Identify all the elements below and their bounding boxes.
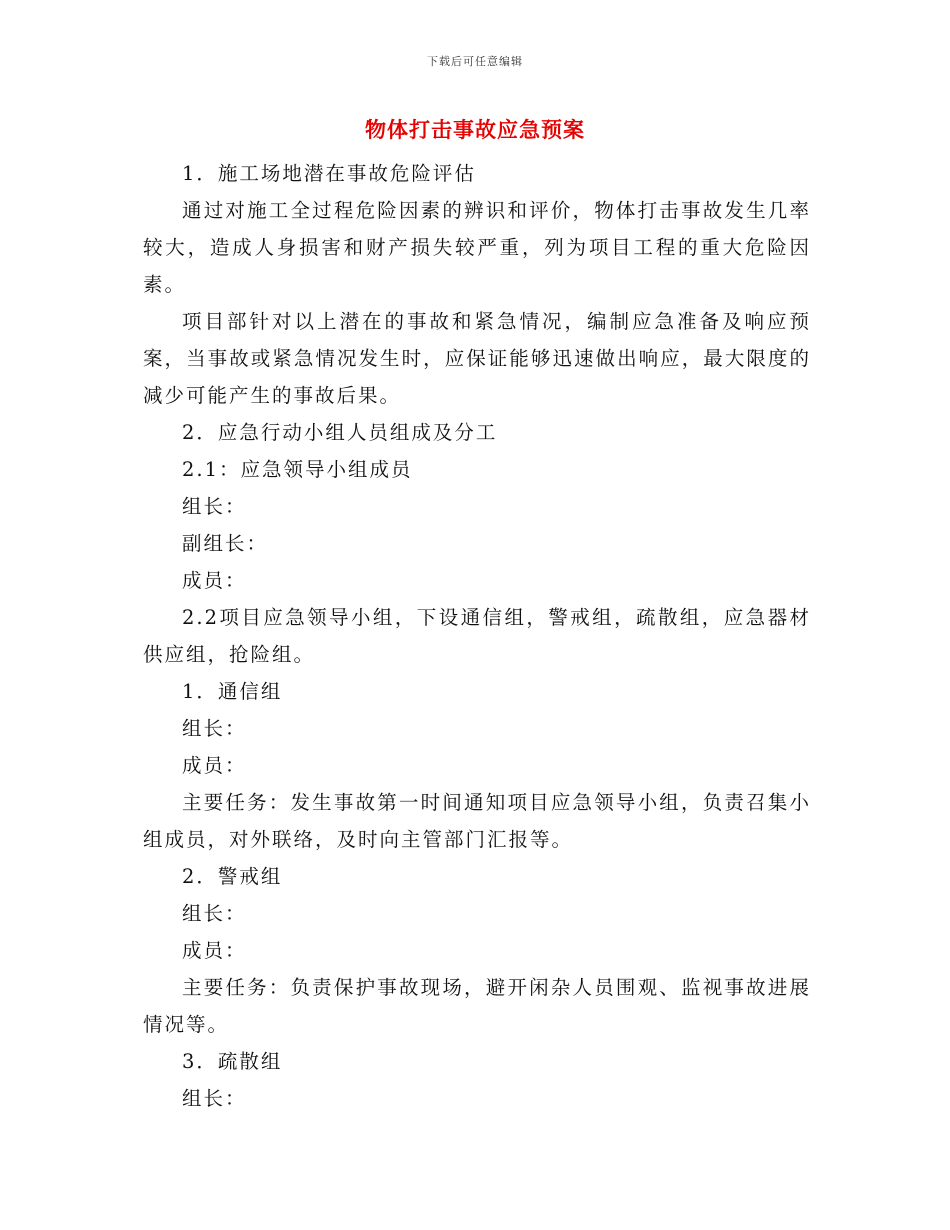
field-line: 副组长： [182, 532, 269, 555]
group-heading: 3．疏散组 [182, 1050, 283, 1073]
document-body [143, 155, 811, 1117]
field-line: 组长： [182, 902, 247, 925]
body-paragraph: 项目部针对以上潜在的事故和紧急情况，编制应急准备及响应预案，当事故或紧急情况发生时，应保证能够迅速做出响应，最大限度的减少可能产生的事故后果。 [143, 310, 811, 407]
field-line: 成员： [182, 754, 247, 777]
body-paragraph: 通过对施工全过程危险因素的辨识和评价，物体打击事故发生几率较大，造成人身损害和财产损失较严重，列为项目工程的重大危险因素。 [143, 199, 811, 296]
field-line: 组长： [182, 1087, 247, 1110]
field-line: 组长： [182, 717, 247, 740]
page-title: 物体打击事故应急预案 [365, 118, 585, 142]
body-paragraph: 主要任务：负责保护事故现场，避开闲杂人员围观、监视事故进展情况等。 [143, 976, 811, 1036]
field-line: 组长： [182, 495, 247, 518]
group-heading: 1．通信组 [182, 680, 283, 703]
section-heading: 1．施工场地潜在事故危险评估 [182, 162, 476, 185]
field-line: 成员： [182, 939, 247, 962]
section-heading: 2．应急行动小组人员组成及分工 [182, 421, 498, 444]
group-heading: 2．警戒组 [182, 865, 283, 888]
header-note: 下载后可任意编辑 [427, 55, 523, 68]
field-line: 成员： [182, 569, 247, 592]
body-paragraph: 主要任务：发生事故第一时间通知项目应急领导小组，负责召集小组成员，对外联络，及时向主管部门汇报等。 [143, 791, 811, 851]
subsection-heading: 2.1：应急领导小组成员 [182, 458, 413, 481]
body-paragraph: 2.2项目应急领导小组，下设通信组，警戒组，疏散组，应急器材供应组，抢险组。 [143, 606, 811, 666]
